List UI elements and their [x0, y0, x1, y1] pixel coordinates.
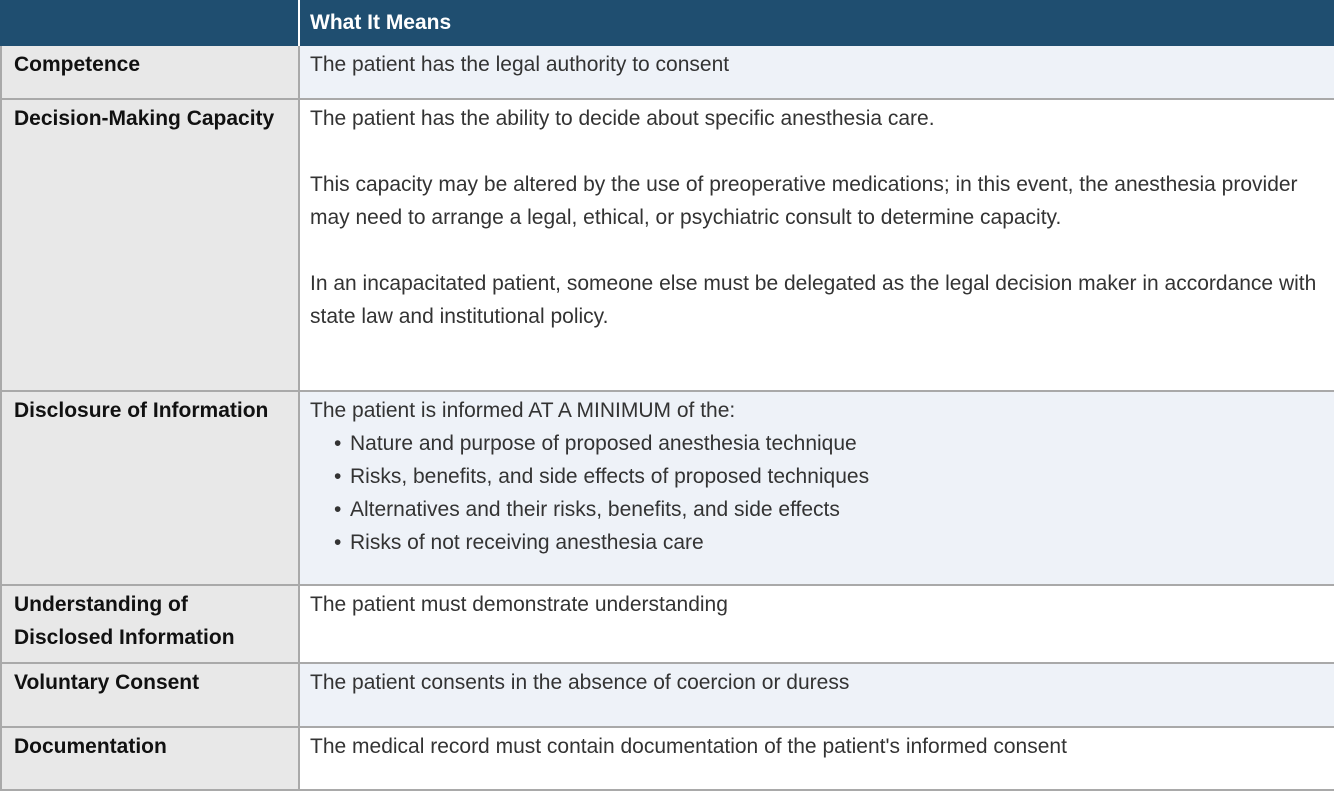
header-cell-meaning: What It Means — [299, 0, 1334, 46]
definition-text: The patient must demonstrate understanding — [310, 593, 728, 616]
row-term-decision-making-capacity: Decision-Making Capacity — [1, 99, 299, 391]
definition-text: The medical record must contain documentation of the patient's informed consent — [310, 735, 1067, 758]
row-term-disclosure-of-information: Disclosure of Information — [1, 391, 299, 585]
table-row — [1, 585, 1334, 663]
row-term-documentation: Documentation — [1, 727, 299, 790]
row-definition — [299, 663, 1334, 727]
definition-text: In an incapacitated patient, someone else must be delegated as the legal decision maker in accordance with state law and institutional policy. — [310, 272, 1317, 328]
definition-text: The patient has the legal authority to consent — [310, 53, 730, 76]
row-definition — [299, 46, 1334, 99]
row-definition — [299, 727, 1334, 790]
row-definition — [299, 99, 1334, 391]
list-item-text: Alternatives and their risks, benefits, and side effects — [350, 498, 840, 521]
table-row — [1, 99, 1334, 391]
definition-text: The patient is informed AT A MINIMUM of the: — [310, 399, 736, 422]
row-term-understanding-of-disclosed-information: Understanding of Disclosed Information — [1, 585, 299, 663]
list-item-text: Risks, benefits, and side effects of proposed techniques — [350, 465, 870, 488]
row-definition — [299, 391, 1334, 585]
disclosure-bullet-list — [310, 427, 1327, 559]
row-term-competence: Competence — [1, 46, 299, 99]
definition-text: This capacity may be altered by the use of preoperative medications; in this event, the anesthesia provider may need to arrange a legal, ethical, or psychiatric consult to determine capacity. — [310, 173, 1298, 229]
table-row — [1, 727, 1334, 790]
bullet-icon: • — [334, 498, 342, 521]
list-item — [334, 526, 1327, 559]
list-item-text: Risks of not receiving anesthesia care — [350, 531, 704, 554]
list-item — [334, 427, 1327, 460]
table-row — [1, 46, 1334, 99]
list-item-text: Nature and purpose of proposed anesthesia technique — [350, 432, 857, 455]
table-row — [1, 663, 1334, 727]
header-cell-term — [1, 0, 299, 46]
definition-text: The patient has the ability to decide about specific anesthesia care. — [310, 107, 935, 130]
bullet-icon: • — [334, 531, 342, 554]
bullet-icon: • — [334, 465, 342, 488]
bullet-icon: • — [334, 432, 342, 455]
table-header-row — [1, 0, 1334, 46]
definition-text: The patient consents in the absence of coercion or duress — [310, 671, 850, 694]
list-item — [334, 460, 1327, 493]
row-term-voluntary-consent: Voluntary Consent — [1, 663, 299, 727]
list-item — [334, 493, 1327, 526]
row-definition — [299, 585, 1334, 663]
table-row — [1, 391, 1334, 585]
